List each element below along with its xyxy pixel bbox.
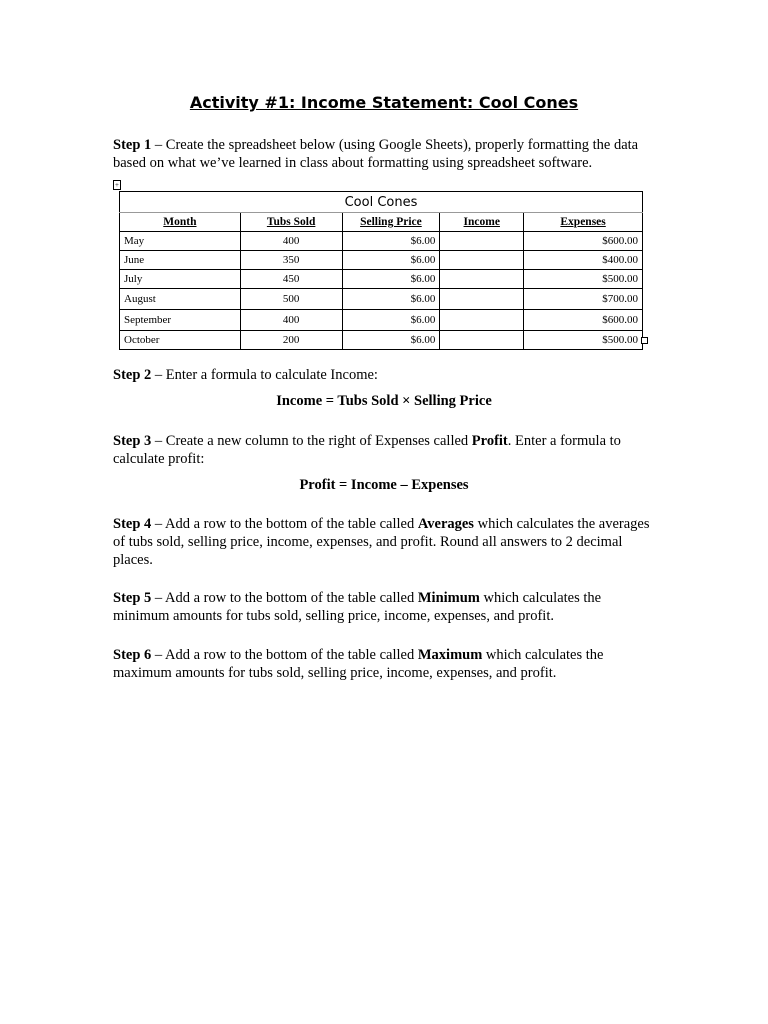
step-6-paragraph (113, 646, 653, 682)
cell-selling-price: $6.00 (342, 251, 440, 270)
step-4-bold-word: Averages (417, 516, 474, 532)
cell-income (440, 232, 524, 251)
step-5-bold-word: Minimum (417, 590, 480, 606)
cell-tubs-sold: 350 (240, 251, 342, 270)
table-row (120, 270, 643, 289)
cell-expenses: $500.00 (524, 331, 643, 350)
step-5-text-after: which calculates the minimum amounts for tubs sold, selling price, income, expenses, and profit. (113, 590, 602, 624)
cell-tubs-sold: 200 (240, 331, 342, 350)
step-4-paragraph (113, 515, 653, 569)
page-title: Activity #1: Income Statement: Cool Cones (189, 93, 579, 112)
cell-selling-price: $6.00 (342, 310, 440, 331)
cell-expenses: $600.00 (524, 232, 643, 251)
step-6-text-after: which calculates the maximum amounts for tubs sold, selling price, income, expenses, and profit. (113, 647, 604, 681)
cell-expenses: $400.00 (524, 251, 643, 270)
table-row (120, 232, 643, 251)
table-header-row (120, 213, 643, 232)
step-6-bold-word: Maximum (417, 647, 483, 663)
step-1-paragraph (113, 136, 653, 172)
step-5-paragraph (113, 589, 653, 625)
cell-month: September (120, 310, 241, 331)
table-row (120, 310, 643, 331)
table-row (120, 251, 643, 270)
step-1-text: – Create the spreadsheet below (using Google Sheets), properly formatting the data based on what we’ve learned in class about formatting using spreadsheet software. (113, 137, 639, 171)
header-expenses: Expenses (524, 213, 643, 232)
step-4-text-before: – Add a row to the bottom of the table called (151, 516, 418, 532)
step-4-text-after: which calculates the averages of tubs sold, selling price, income, expenses, and profit. Round all answers to 2 decimal places. (113, 516, 650, 568)
table-move-handle-icon[interactable]: + (113, 180, 121, 190)
step-6-label: Step 6 (113, 647, 152, 663)
step-2-text: – Enter a formula to calculate Income: (151, 367, 378, 383)
step-4-label: Step 4 (113, 516, 152, 532)
cell-income (440, 331, 524, 350)
step-1-label: Step 1 (113, 137, 152, 153)
cell-month: October (120, 331, 241, 350)
step-6-text-before: – Add a row to the bottom of the table called (151, 647, 418, 663)
step-3-label: Step 3 (113, 433, 152, 449)
step-3-paragraph (113, 432, 653, 468)
step-5-text-before: – Add a row to the bottom of the table called (151, 590, 418, 606)
cell-income (440, 310, 524, 331)
cell-month: May (120, 232, 241, 251)
cell-tubs-sold: 400 (240, 232, 342, 251)
cell-expenses: $700.00 (524, 289, 643, 310)
step-5-label: Step 5 (113, 590, 152, 606)
cell-month: June (120, 251, 241, 270)
step-3-text-before: – Create a new column to the right of Expenses called (151, 433, 472, 449)
header-selling-price: Selling Price (342, 213, 440, 232)
header-tubs-sold: Tubs Sold (240, 213, 342, 232)
cell-income (440, 289, 524, 310)
income-formula: Income = Tubs Sold × Selling Price (276, 393, 492, 409)
cell-selling-price: $6.00 (342, 232, 440, 251)
cool-cones-table (119, 191, 643, 350)
table-caption: Cool Cones (120, 192, 643, 213)
step-2-label: Step 2 (113, 367, 152, 383)
cell-month: August (120, 289, 241, 310)
step-3-text-after: . Enter a formula to calculate profit: (113, 433, 621, 467)
table-row (120, 289, 643, 310)
header-month: Month (120, 213, 241, 232)
cell-income (440, 251, 524, 270)
cell-tubs-sold: 450 (240, 270, 342, 289)
cell-expenses: $500.00 (524, 270, 643, 289)
profit-formula: Profit = Income – Expenses (299, 477, 469, 493)
cell-selling-price: $6.00 (342, 289, 440, 310)
step-3-bold-word: Profit (471, 433, 508, 449)
cell-selling-price: $6.00 (342, 331, 440, 350)
cell-tubs-sold: 400 (240, 310, 342, 331)
step-2-paragraph (113, 366, 653, 384)
header-income: Income (440, 213, 524, 232)
cell-income (440, 270, 524, 289)
cell-tubs-sold: 500 (240, 289, 342, 310)
table-resize-handle-icon[interactable] (641, 337, 648, 344)
cell-selling-price: $6.00 (342, 270, 440, 289)
table-row (120, 331, 643, 350)
cell-expenses: $600.00 (524, 310, 643, 331)
cell-month: July (120, 270, 241, 289)
